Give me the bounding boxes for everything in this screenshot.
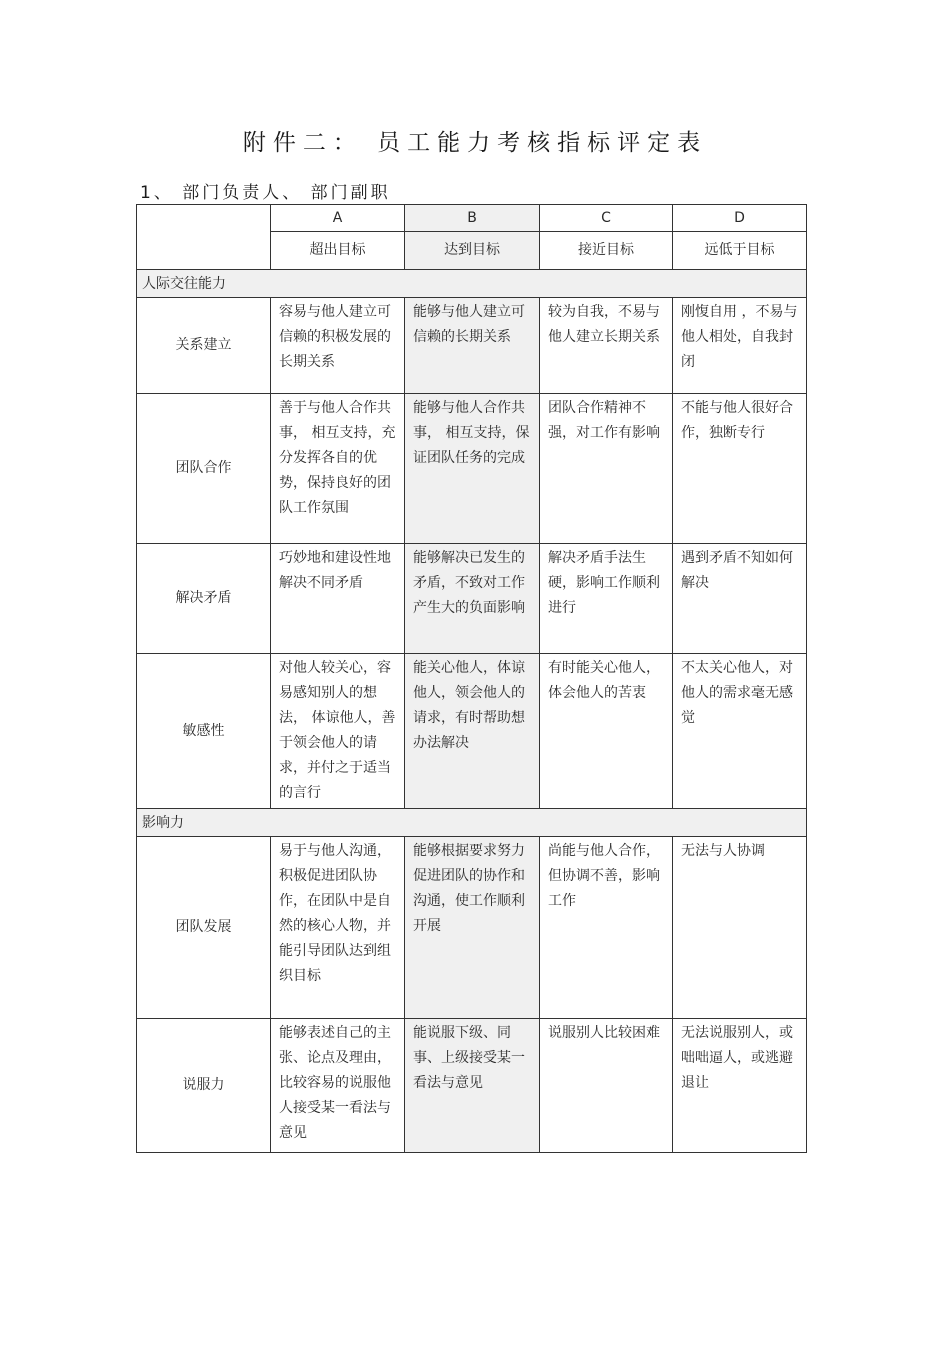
rubric-cell-b: 能够与他人合作共事， 相互支持，保证团队任务的完成 <box>405 394 540 544</box>
table-row <box>137 544 807 654</box>
grade-label-a: 超出目标 <box>271 232 405 270</box>
header-corner-cell <box>137 205 271 270</box>
rubric-cell-a: 易于与他人沟通，积极促进团队协作，在团队中是自然的核心人物，并能引导团队达到组织目标 <box>271 837 405 1019</box>
rubric-cell-d: 无法说服别人，或咄咄逼人，或逃避退让 <box>673 1019 807 1153</box>
rubric-cell-b: 能够解决已发生的矛盾，不致对工作产生大的负面影响 <box>405 544 540 654</box>
rubric-cell-a: 容易与他人建立可信赖的积极发展的长期关系 <box>271 298 405 394</box>
rubric-cell-d: 遇到矛盾不知如何解决 <box>673 544 807 654</box>
table-row <box>137 298 807 394</box>
rubric-cell-a: 巧妙地和建设性地解决不同矛盾 <box>271 544 405 654</box>
rubric-cell-a: 对他人较关心，容易感知别人的想法， 体谅他人，善于领会他人的请求，并付之于适当的言行 <box>271 654 405 809</box>
rubric-cell-b: 能够根据要求努力促进团队的协作和沟通，使工作顺利开展 <box>405 837 540 1019</box>
section-influence: 影响力 <box>137 809 807 837</box>
grade-label-c: 接近目标 <box>540 232 673 270</box>
rubric-cell-b: 能说服下级、同事、上级接受某一看法与意见 <box>405 1019 540 1153</box>
rubric-cell-c: 较为自我，不易与他人建立长期关系 <box>540 298 673 394</box>
rubric-cell-d: 无法与人协调 <box>673 837 807 1019</box>
grade-letter-c: C <box>540 205 673 232</box>
grade-letter-d: D <box>673 205 807 232</box>
section-subtitle: 1、 部门负责人、 部门副职 <box>140 183 391 203</box>
rubric-cell-c: 团队合作精神不强，对工作有影响 <box>540 394 673 544</box>
section-header-row <box>137 809 807 837</box>
grade-letter-b: B <box>405 205 540 232</box>
row-label: 说服力 <box>137 1019 271 1153</box>
rubric-cell-a: 能够表述自己的主张、论点及理由，比较容易的说服他人接受某一看法与意见 <box>271 1019 405 1153</box>
grade-letter-row <box>137 205 807 232</box>
rubric-cell-d: 不太关心他人，对他人的需求毫无感觉 <box>673 654 807 809</box>
rubric-cell-a: 善于与他人合作共事， 相互支持，充分发挥各自的优势，保持良好的团队工作氛围 <box>271 394 405 544</box>
row-label: 解决矛盾 <box>137 544 271 654</box>
table-row <box>137 654 807 809</box>
table-row <box>137 1019 807 1153</box>
rubric-cell-b: 能关心他人，体谅他人，领会他人的请求，有时帮助想办法解决 <box>405 654 540 809</box>
grade-label-d: 远低于目标 <box>673 232 807 270</box>
rubric-cell-c: 尚能与他人合作， 但协调不善，影响工作 <box>540 837 673 1019</box>
rubric-cell-c: 有时能关心他人，体会他人的苦衷 <box>540 654 673 809</box>
rubric-cell-c: 解决矛盾手法生硬，影响工作顺利进行 <box>540 544 673 654</box>
row-label: 敏感性 <box>137 654 271 809</box>
section-interpersonal: 人际交往能力 <box>137 270 807 298</box>
table-row <box>137 837 807 1019</box>
grade-label-b: 达到目标 <box>405 232 540 270</box>
row-label: 关系建立 <box>137 298 271 394</box>
evaluation-table <box>136 204 807 1153</box>
section-header-row <box>137 270 807 298</box>
table-row <box>137 394 807 544</box>
grade-letter-a: A <box>271 205 405 232</box>
row-label: 团队发展 <box>137 837 271 1019</box>
rubric-cell-d: 不能与他人很好合作，独断专行 <box>673 394 807 544</box>
rubric-cell-b: 能够与他人建立可信赖的长期关系 <box>405 298 540 394</box>
rubric-cell-d: 刚愎自用 ，不易与他人相处，自我封闭 <box>673 298 807 394</box>
rubric-cell-c: 说服别人比较困难 <box>540 1019 673 1153</box>
row-label: 团队合作 <box>137 394 271 544</box>
page-title: 附件二： 员工能力考核指标评定表 <box>242 130 708 156</box>
